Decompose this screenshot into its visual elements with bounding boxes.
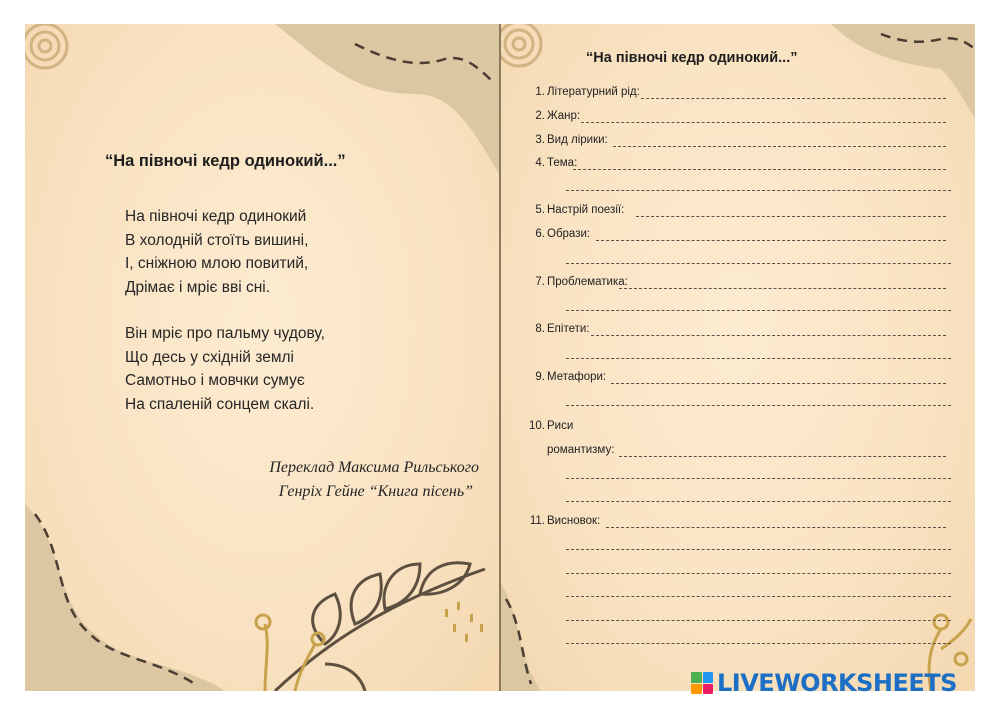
answer-line[interactable] [566, 405, 951, 406]
translator-credit: Переклад Максима Рильського [269, 459, 479, 476]
answer-line[interactable] [641, 98, 946, 99]
answer-line[interactable] [613, 146, 946, 147]
worksheet-title: “На півночі кедр одинокий...” [586, 50, 798, 66]
answer-line[interactable] [566, 596, 951, 597]
answer-line[interactable] [566, 620, 951, 621]
answer-line[interactable] [566, 549, 951, 550]
worksheet-spread [25, 24, 975, 691]
question-number: 10. [529, 420, 545, 432]
question-number: 3. [535, 134, 545, 146]
spiral-icon [25, 24, 67, 68]
question-label: романтизму: [547, 444, 615, 456]
question-label: Вид лірики: [547, 134, 608, 146]
question-romanticism-cont [547, 444, 614, 456]
poem-line: Дрімає і мріє вві сні. [125, 278, 271, 296]
poem-line: І, сніжною млою повитий, [125, 255, 309, 272]
answer-line[interactable] [611, 383, 946, 384]
question-label: Проблематика: [547, 276, 628, 288]
question-metaphors [527, 371, 606, 383]
question-images [527, 228, 590, 240]
question-number: 8. [535, 323, 545, 335]
poem-line: Він мріє про пальму чудову, [125, 325, 325, 342]
poem-stanza-1 [125, 205, 308, 299]
poem-line: В холодній стоїть вишині, [125, 231, 309, 249]
question-mood [527, 204, 624, 216]
question-number: 2. [535, 110, 545, 122]
answer-line[interactable] [636, 216, 946, 217]
poem-line: Самотньо і мовчки сумує [125, 372, 305, 389]
question-number: 7. [535, 276, 545, 288]
question-problems [527, 276, 628, 288]
poem-line: На спаленій сонцем скалі. [125, 395, 315, 413]
answer-line[interactable] [619, 288, 946, 289]
question-number: 1. [535, 86, 545, 98]
answer-line[interactable] [581, 122, 946, 123]
poem-title: “На півночі кедр одинокий...” [105, 152, 346, 170]
liveworksheets-logo-icon [691, 672, 713, 694]
question-number: 5. [535, 204, 545, 216]
answer-line[interactable] [566, 643, 951, 644]
question-number: 4. [535, 157, 545, 169]
left-page [25, 24, 499, 691]
watermark-text: LIVEWORKSHEETS [717, 669, 957, 697]
question-label: Жанр: [547, 110, 581, 122]
answer-line[interactable] [566, 478, 951, 479]
liveworksheets-watermark [691, 668, 957, 698]
answer-line[interactable] [591, 335, 946, 336]
question-number: 11. [529, 515, 545, 527]
answer-line[interactable] [606, 527, 946, 528]
answer-line[interactable] [566, 310, 951, 311]
answer-line[interactable] [566, 573, 951, 574]
author-credit: Генріх Гейне “Книга пісень” [278, 483, 473, 500]
question-theme [527, 157, 577, 169]
question-label: Образи: [547, 228, 591, 240]
question-label: Настрій поезії: [547, 204, 625, 216]
question-literary-genus [527, 86, 640, 98]
question-romanticism [527, 420, 573, 432]
question-conclusion [527, 515, 600, 527]
question-number: 9. [535, 371, 545, 383]
question-label: Метафори: [547, 371, 607, 383]
answer-line[interactable] [619, 456, 946, 457]
answer-line[interactable] [566, 190, 951, 191]
answer-line[interactable] [573, 169, 946, 170]
answer-line[interactable] [566, 501, 951, 502]
answer-line[interactable] [596, 240, 946, 241]
question-label: Епітети: [547, 323, 590, 335]
question-lyric-type [527, 134, 608, 146]
spiral-icon [501, 24, 541, 66]
question-label: Літературний рід: [547, 86, 640, 98]
question-label: Висновок: [547, 515, 601, 527]
poem-line: Що десь у східній землі [125, 348, 294, 366]
question-label: Риси [547, 420, 574, 432]
poem-line: На півночі кедр одинокий [125, 208, 307, 225]
answer-line[interactable] [566, 263, 951, 264]
question-number: 6. [535, 228, 545, 240]
question-epithets [527, 323, 590, 335]
poem-stanza-2 [125, 322, 325, 416]
question-genre [527, 110, 580, 122]
right-page [501, 24, 975, 691]
answer-line[interactable] [566, 358, 951, 359]
question-label: Тема: [547, 157, 578, 169]
